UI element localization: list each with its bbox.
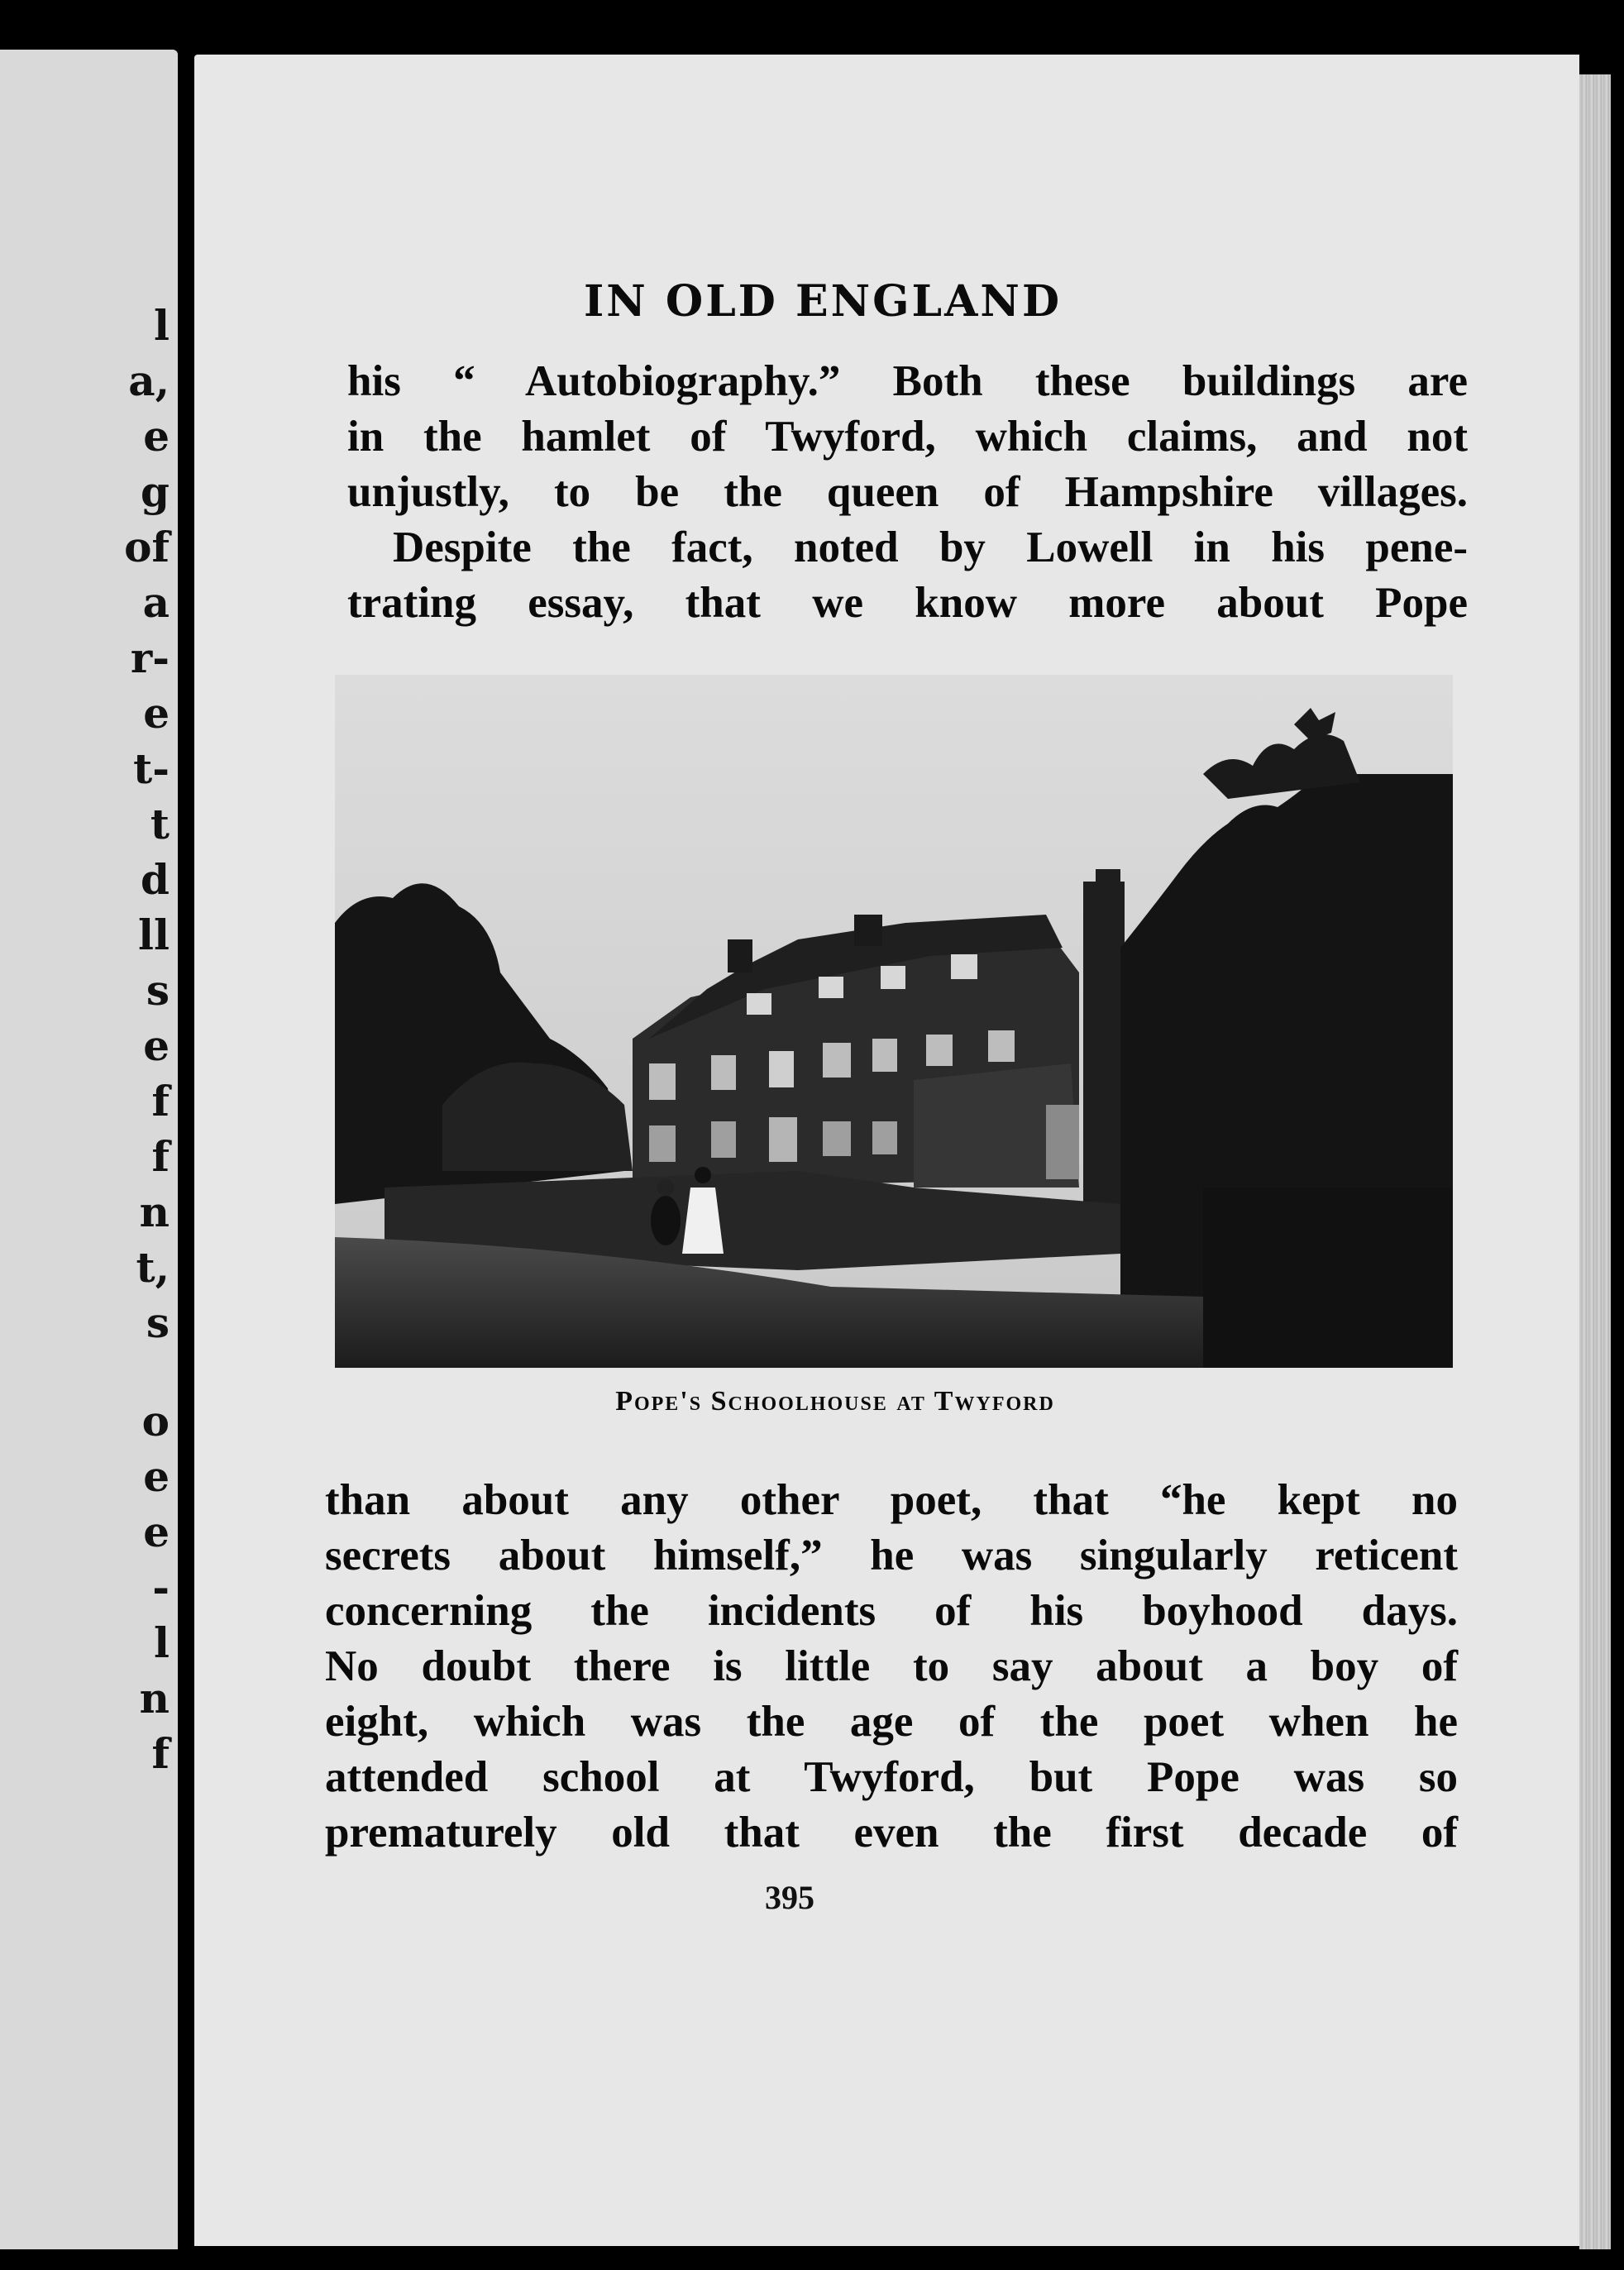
figure-caption [442,1386,1228,1417]
text-line: concerning the incidents of his boyhood days. [325,1587,1458,1635]
previous-page-line-endings [120,298,170,1781]
line-ending: e [143,1452,170,1501]
page-fore-edge [1579,74,1611,2249]
text-line: eight, which was the age of the poet when he [325,1698,1458,1746]
bottom-paragraph [325,1473,1458,1861]
line-ending: l [154,301,170,350]
line-ending: r- [130,633,170,682]
line-ending: n [139,1188,170,1236]
text-line: No doubt there is little to say about a boy of [325,1642,1458,1690]
line-ending: t, [136,1243,170,1292]
line-ending: e [143,1508,170,1556]
text-line: than about any other poet, that “he kept no [325,1476,1458,1524]
top-paragraph [347,354,1468,631]
caption-text: Pope's Schoolhouse at Twyford [615,1386,1055,1417]
line-ending: - [152,1563,170,1612]
line-ending: f [151,1077,170,1125]
line-ending: s [146,966,170,1015]
line-ending [120,1350,170,1393]
line-ending: n [139,1674,170,1723]
line-ending: t [150,800,170,848]
book-gutter [178,0,194,2270]
line-ending: f [151,1132,170,1181]
text-line: trating essay, that we know more about Pope [347,579,1468,627]
schoolhouse-photograph [335,675,1453,1368]
line-ending: of [124,523,170,571]
line-ending: f [151,1729,170,1778]
page-number: 395 [765,1879,814,1916]
line-ending: o [141,1397,170,1446]
line-ending: e [143,412,170,461]
line-ending: a [142,578,170,627]
line-ending: g [141,467,170,516]
line-ending: e [143,1021,170,1070]
text-line: prematurely old that even the first decade of [325,1809,1458,1857]
previous-page-edge [0,50,178,2249]
text-line: secrets about himself,” he was singularly reticent [325,1532,1458,1579]
line-ending: l [154,1618,170,1667]
line-ending: a, [128,356,170,405]
line-ending: s [146,1298,170,1347]
line-ending: e [143,689,170,738]
running-head: IN OLD ENGLAND [583,276,1063,327]
line-ending: t- [133,744,170,793]
schoolhouse-photo-image [335,675,1453,1368]
text-line: in the hamlet of Twyford, which claims, and not [347,413,1468,461]
line-ending: d [141,855,170,904]
text-line: attended school at Twyford, but Pope was so [325,1753,1458,1801]
line-ending: ll [138,910,170,959]
text-line: his “ Autobiography.” Both these buildings are [347,357,1468,405]
book-page [194,55,1579,2246]
text-line: Despite the fact, noted by Lowell in his pene- [393,523,1468,571]
text-line: unjustly, to be the queen of Hampshire villages. [347,468,1468,516]
